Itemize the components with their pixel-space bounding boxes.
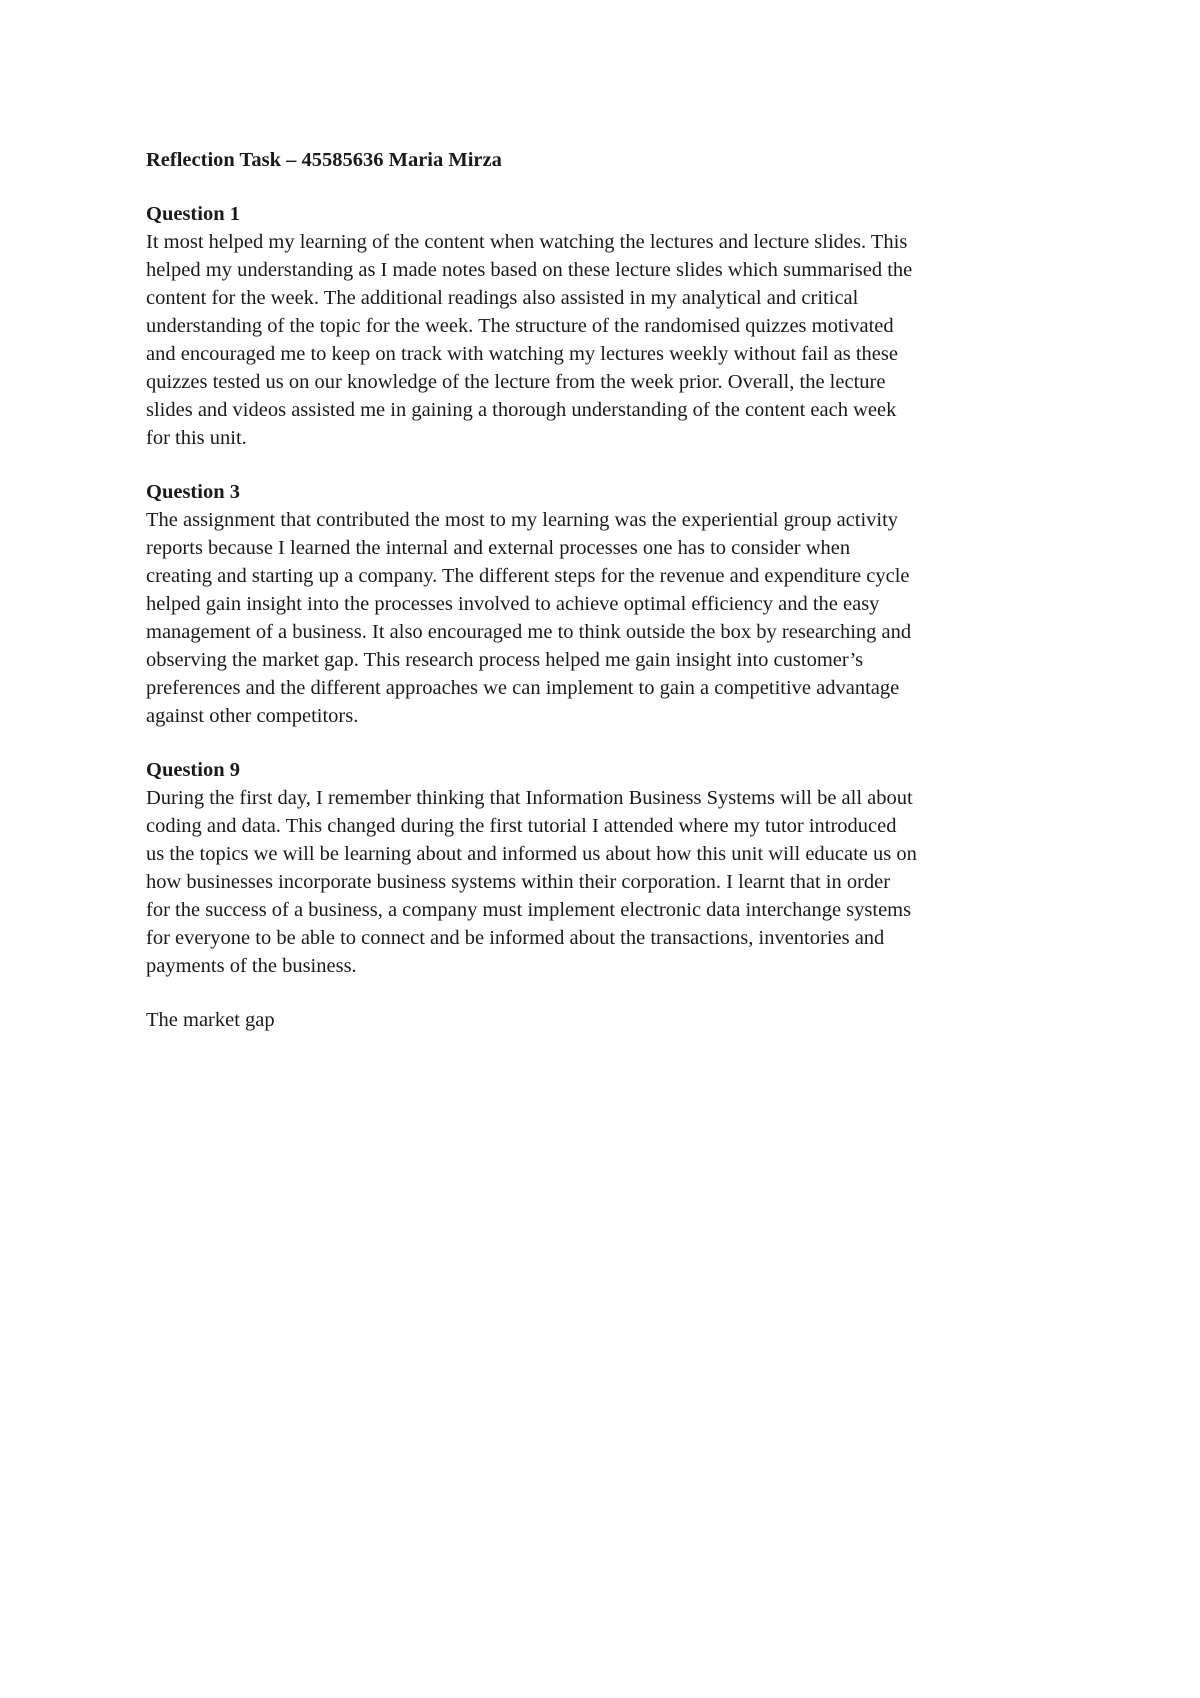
paragraph-line: how businesses incorporate business systems within their corporation. I learnt that in order [146,871,891,893]
paragraph-line: It most helped my learning of the content when watching the lectures and lecture slides. This [146,231,908,253]
document-body [146,146,1076,1034]
paragraph-line: creating and starting up a company. The different steps for the revenue and expenditure cycle [146,565,910,587]
paragraph-line: preferences and the different approaches we can implement to gain a competitive advantage [146,677,900,699]
document-title: Reflection Task – 45585636 Maria Mirza [146,149,502,171]
paragraph-line: content for the week. The additional readings also assisted in my analytical and critical [146,287,859,309]
paragraph-line: slides and videos assisted me in gaining a thorough understanding of the content each week [146,399,897,421]
paragraph-line: for everyone to be able to connect and be informed about the transactions, inventories and [146,927,885,949]
paragraph-line: us the topics we will be learning about and informed us about how this unit will educate us on [146,843,917,865]
paragraph-line: for this unit. [146,427,247,449]
section-heading: Question 1 [146,203,240,225]
paragraph-line: understanding of the topic for the week. The structure of the randomised quizzes motivated [146,315,894,337]
trailing-text: The market gap [146,1009,275,1031]
paragraph-line: The assignment that contributed the most to my learning was the experiential group activity [146,509,899,531]
paragraph-line: and encouraged me to keep on track with watching my lectures weekly without fail as these [146,343,898,365]
section-paragraph [146,506,1076,730]
paragraph-line: helped gain insight into the processes involved to achieve optimal efficiency and the easy [146,593,880,615]
section-paragraph [146,784,1076,980]
section-heading: Question 3 [146,481,240,503]
paragraph-line: against other competitors. [146,705,359,727]
paragraph-line: helped my understanding as I made notes based on these lecture slides which summarised the [146,259,913,281]
paragraph-line: reports because I learned the internal and external processes one has to consider when [146,537,851,559]
paragraph-line: management of a business. It also encouraged me to think outside the box by researching and [146,621,912,643]
section-question-9 [146,756,1076,980]
paragraph-line: quizzes tested us on our knowledge of the lecture from the week prior. Overall, the lecture [146,371,886,393]
section-paragraph [146,228,1076,452]
section-question-1 [146,200,1076,452]
paragraph-line: payments of the business. [146,955,357,977]
paragraph-line: for the success of a business, a company must implement electronic data interchange systems [146,899,912,921]
section-heading: Question 9 [146,759,240,781]
paragraph-line: During the first day, I remember thinking that Information Business Systems will be all about [146,787,913,809]
paragraph-line: observing the market gap. This research process helped me gain insight into customer’s [146,649,864,671]
section-question-3 [146,478,1076,730]
paragraph-line: coding and data. This changed during the first tutorial I attended where my tutor introduced [146,815,897,837]
